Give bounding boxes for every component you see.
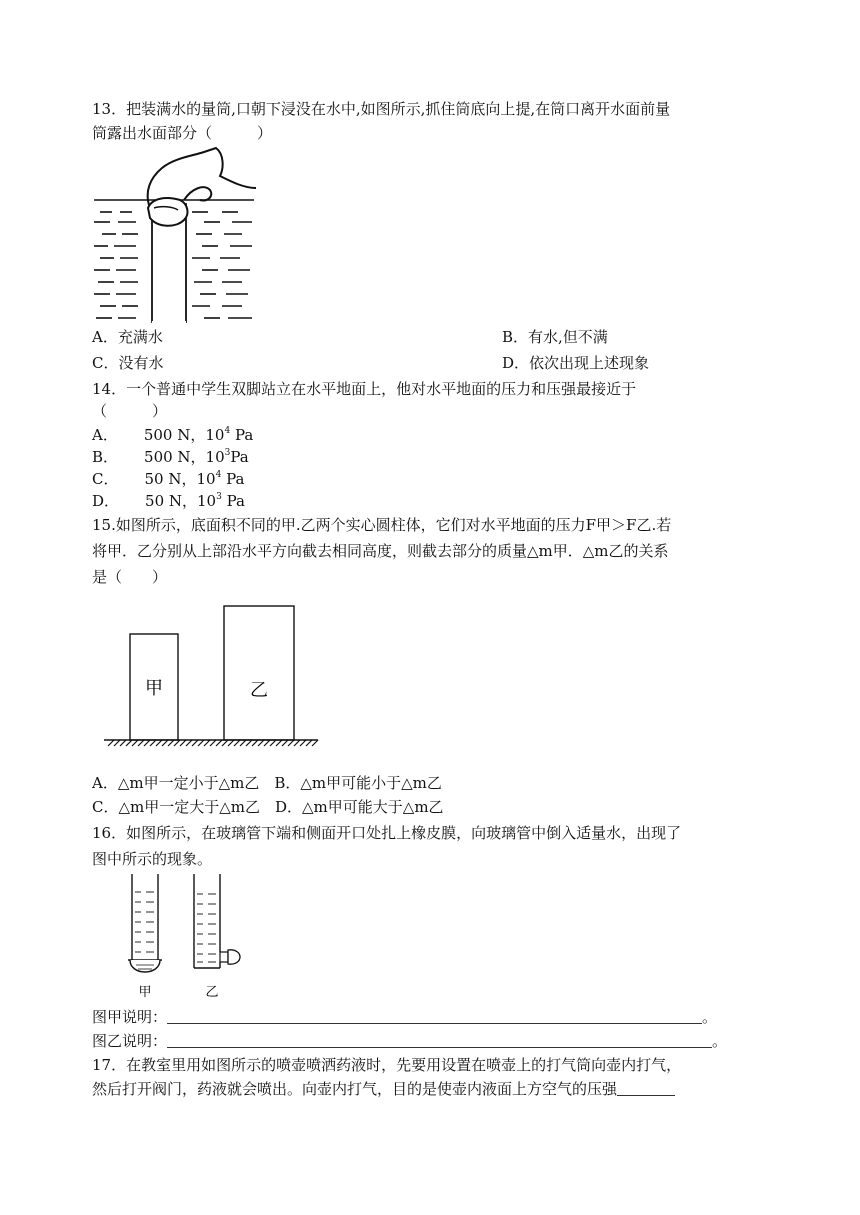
q16-explain-yi-row	[92, 1030, 727, 1052]
q17-text-line1: 17．在教室里用如图所示的喷壶喷洒药液时，先要用设置在喷壶上的打气筒向壶内打气，	[92, 1056, 682, 1074]
q13-option-d: D．依次出现上述现象	[502, 354, 650, 372]
q16-text-line1: 16．如图所示，在玻璃管下端和侧面开口处扎上橡皮膜，向玻璃管中倒入适量水，出现了	[92, 824, 682, 842]
option-letter: A．	[92, 426, 118, 444]
q14-option-b	[92, 446, 249, 468]
q16-period: 。	[712, 1032, 728, 1050]
option-force: 500 N，10	[143, 426, 225, 444]
option-exponent: 4	[215, 470, 222, 480]
q16-figure-glass-tubes	[120, 872, 250, 1002]
q15-options-row2: C．△m甲一定大于△m乙 D．△m甲可能大于△m乙	[92, 798, 444, 816]
q13-figure-hand-cylinder	[92, 148, 262, 328]
q13-option-b: B．有水,但不满	[502, 328, 608, 346]
option-exponent: 3	[216, 492, 222, 502]
q17-text-line2-row	[92, 1078, 675, 1100]
q14-option-d	[92, 490, 245, 512]
q15-label-yi: 乙	[250, 680, 268, 701]
q15-text-line3: 是（ ）	[92, 568, 168, 586]
q15-options-row1: A．△m甲一定小于△m乙 B．△m甲可能小于△m乙	[92, 774, 442, 792]
option-force: 50 N，10	[145, 492, 217, 510]
q15-text-line1: 15.如图所示，底面积不同的甲.乙两个实心圆柱体，它们对水平地面的压力F甲＞F乙.若	[92, 516, 672, 534]
q17-text-line2: 然后打开阀门，药液就会喷出。向壶内打气，目的是使壶内液面上方空气的压强	[92, 1080, 618, 1098]
option-letter: D．	[92, 492, 120, 510]
option-letter: B．	[92, 448, 119, 466]
q16-explain-jia-row	[92, 1006, 717, 1028]
q16-text-line2: 图中所示的现象。	[92, 850, 213, 868]
q14-text-line2: （ ）	[92, 402, 168, 420]
option-exponent: 4	[224, 426, 231, 436]
option-unit: Pa	[221, 470, 245, 488]
option-unit: Pa	[221, 492, 245, 510]
option-force: 500 N，10	[144, 448, 225, 466]
option-unit: Pa	[230, 448, 249, 466]
q16-answer-blank-jia[interactable]	[167, 1009, 702, 1024]
q14-option-a	[92, 424, 253, 446]
q13-option-c: C．没有水	[92, 354, 164, 372]
option-unit: Pa	[230, 426, 254, 444]
q15-figure-cylinders	[100, 600, 322, 750]
q16-label-jia: 甲	[138, 985, 152, 1000]
q16-explain-jia-label: 图甲说明：	[92, 1008, 168, 1026]
q13-text-line1: 13．把装满水的量筒,口朝下浸没在水中,如图所示,抓住筒底向上提,在筒口离开水面前量	[92, 100, 671, 118]
option-force: 50 N，10	[144, 470, 216, 488]
q16-explain-yi-label: 图乙说明：	[92, 1032, 168, 1050]
q16-label-yi: 乙	[205, 985, 219, 1000]
q15-text-line2: 将甲．乙分别从上部沿水平方向截去相同高度，则截去部分的质量△m甲．△m乙的关系	[92, 542, 669, 560]
q13-text-line2: 筒露出水面部分（ ）	[92, 124, 273, 142]
q16-answer-blank-yi[interactable]	[167, 1033, 712, 1048]
q16-period: 。	[702, 1008, 718, 1026]
q17-answer-blank[interactable]	[617, 1081, 675, 1096]
option-letter: C．	[92, 470, 119, 488]
q15-label-jia: 甲	[145, 678, 163, 699]
q14-option-c	[92, 468, 244, 490]
q13-option-a: A．充满水	[92, 328, 163, 346]
option-exponent: 3	[224, 448, 231, 458]
q14-text-line1: 14．一个普通中学生双脚站立在水平地面上，他对水平地面的压力和压强最接近于	[92, 380, 637, 398]
